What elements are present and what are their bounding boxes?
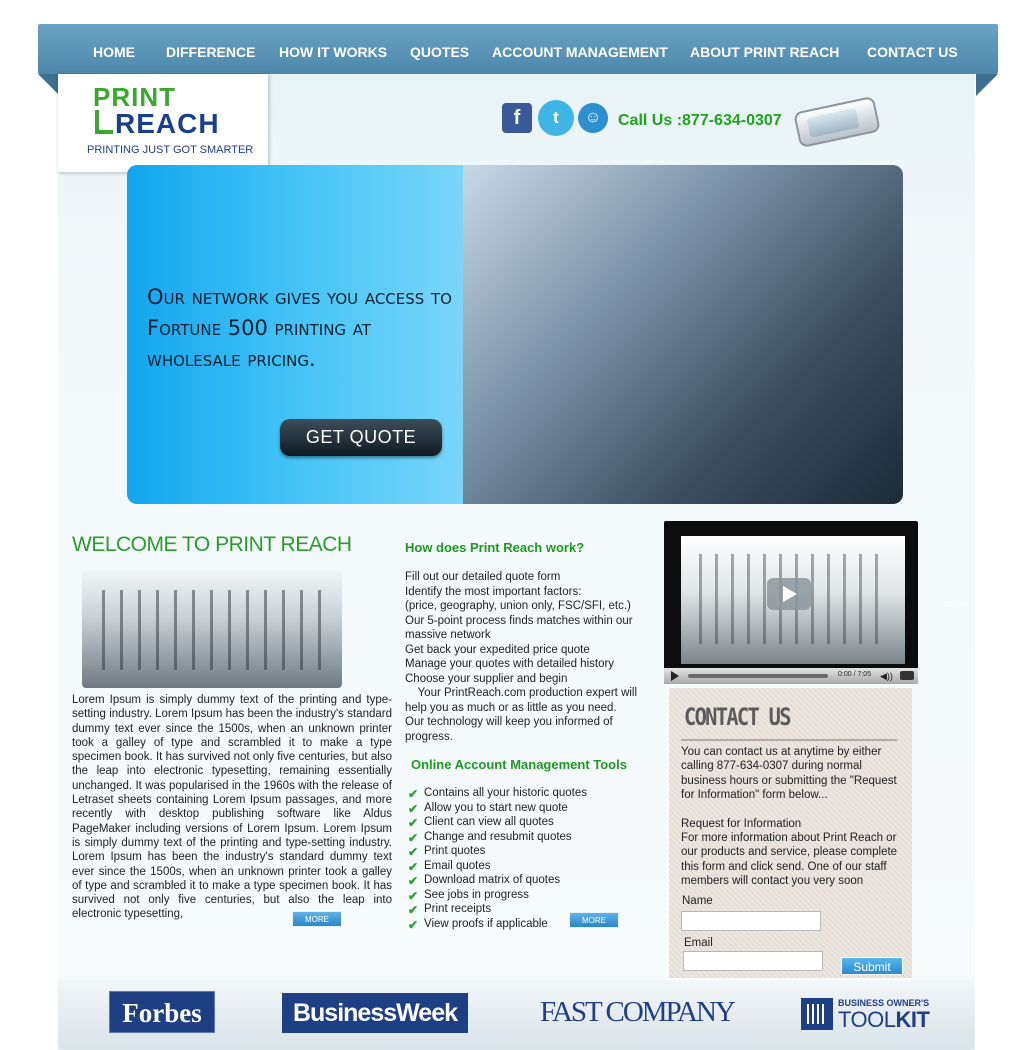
toolkit-logo-big: [838, 1007, 929, 1033]
how-line: Fill out our detailed quote form: [405, 571, 561, 583]
contact-divider: [681, 739, 897, 741]
logo-reach-text: REACH: [115, 108, 220, 139]
video-progress-slider[interactable]: [688, 674, 828, 678]
play-icon[interactable]: [767, 578, 811, 610]
list-item: [408, 786, 587, 801]
fast-company-logo: FAST COMPANY: [540, 996, 734, 1028]
side-more-link[interactable]: MORE: [944, 600, 968, 609]
nav-ribbon-fold-left: [38, 74, 60, 96]
nav-about-print-reach[interactable]: ABOUT PRINT REACH: [690, 44, 840, 60]
request-title: Request for Information: [681, 817, 802, 830]
list-item-label: Download matrix of quotes: [424, 874, 561, 886]
nav-account-management[interactable]: ACCOUNT MANAGEMENT: [492, 44, 668, 60]
list-item: [408, 917, 587, 932]
contact-intro: You can contact us at anytime by either calling 877-634-0307 during normal business hours or submitting the "Request for Information" form below...: [681, 746, 897, 802]
nav-home[interactable]: HOME: [93, 44, 135, 60]
list-item: [408, 873, 587, 888]
hero-headline: Our network gives you access to Fortune 500 printing at wholesale pricing.: [147, 285, 452, 371]
businessweek-logo: BusinessWeek: [282, 993, 468, 1033]
how-it-works-text: [405, 570, 655, 744]
checkmark-icon: ✔: [408, 888, 419, 903]
toolkit-logo-small: BUSINESS OWNER'S: [838, 998, 930, 1008]
contact-text: [681, 745, 909, 889]
list-item: [408, 830, 587, 845]
twitter-icon[interactable]: t: [538, 100, 574, 136]
hero-photo: [463, 165, 903, 504]
logo-print-text: PRINT: [93, 82, 176, 112]
how-line: Get back your expedited price quote: [405, 643, 590, 656]
logo-tagline: PRINTING JUST GOT SMARTER: [87, 144, 254, 156]
logo-arrow-icon: [95, 110, 113, 134]
list-item-label: Email quotes: [424, 859, 491, 872]
how-it-works-title: How does Print Reach work?: [405, 540, 585, 555]
how-line: Your PrintReach.com production expert will: [405, 687, 638, 699]
how-line: (price, geography, union only, FSC/SFI, etc.): [405, 600, 631, 612]
how-line: help you as much or as little as you need.: [405, 701, 617, 714]
checkmark-icon: ✔: [408, 816, 419, 830]
nav-contact-us[interactable]: CONTACT US: [867, 44, 958, 60]
contact-title: CONTACT US: [684, 703, 790, 731]
toolkit-tool-text: TOOL: [838, 1007, 896, 1032]
logo[interactable]: [58, 74, 268, 172]
checkmark-icon: ✔: [408, 903, 419, 917]
fullscreen-icon[interactable]: [900, 671, 914, 680]
checkmark-icon: ✔: [408, 787, 419, 801]
call-us-phone: Call Us :877-634-0307: [618, 112, 782, 129]
how-line: massive network: [405, 629, 491, 641]
top-nav-bar: [38, 24, 998, 74]
welcome-more-button[interactable]: MORE: [292, 911, 342, 927]
toolkit-logo-icon: [801, 998, 833, 1030]
welcome-body-text: Lorem Ipsum is simply dummy text of the printing and type-setting industry. Lorem Ipsum has been the industry's standard dummy text ever since the 1500s, when an unknown printer took a galley of type and scrambled it to make a type specimen book. It has survived not only five centuries, but also the leap into electronic typesetting, remaining essentially unchanged. It was popularised in the 1960s with the release of Letraset sheets containing Lorem Ipsum passages, and more recently with desktop publishing software like Aldus PageMaker including versions of Lorem Ipsum. Lorem Ipsum is simply dummy text of the printing and type-setting industry. Lorem Ipsum has been the industry's standard dummy text ever since the 1500s, when an unknown printer took a galley of type and scrambled it to make a type specimen book. It has survived not only five centuries, but also the leap into electronic typesetting,: [72, 694, 392, 921]
checkmark-icon: ✔: [408, 830, 419, 845]
how-line: Manage your quotes with detailed history: [405, 658, 615, 670]
account-tools-title: Online Account Management Tools: [411, 757, 627, 772]
list-item-label: Client can view all quotes: [424, 816, 554, 828]
list-item: [408, 902, 587, 917]
list-item-label: View proofs if applicable: [424, 917, 548, 930]
name-label: Name: [682, 895, 713, 907]
name-field[interactable]: [681, 911, 821, 931]
request-text: For more information about Print Reach or our products and service, please complete this form and click send. One of our staff members will contact you very soon: [681, 832, 898, 888]
nav-how-it-works[interactable]: HOW IT WORKS: [279, 44, 388, 60]
facebook-icon[interactable]: f: [502, 103, 532, 133]
how-line: Identify the most important factors:: [405, 585, 582, 598]
list-item-label: Print receipts: [424, 903, 492, 915]
list-item: [408, 859, 587, 874]
list-item: [408, 815, 587, 830]
get-quote-button[interactable]: GET QUOTE: [280, 419, 442, 456]
spacer: [681, 803, 909, 817]
video-time: 0:00 / 7:05: [838, 671, 872, 678]
list-item-label: Print quotes: [424, 845, 486, 857]
qq-icon[interactable]: ☺: [578, 103, 608, 133]
email-label: Email: [684, 937, 713, 949]
welcome-title: WELCOME TO PRINT REACH: [72, 533, 352, 556]
list-item: [408, 888, 587, 903]
nav-difference[interactable]: DIFFERENCE: [166, 44, 256, 60]
nav-quotes[interactable]: QUOTES: [410, 44, 470, 60]
toolkit-kit-text: KIT: [895, 1007, 930, 1032]
how-line: progress.: [405, 730, 453, 743]
volume-icon[interactable]: ◀)): [880, 671, 893, 681]
submit-button[interactable]: Submit: [841, 957, 903, 975]
list-item-label: Allow you to start new quote: [424, 801, 568, 814]
checkmark-icon: ✔: [408, 845, 419, 859]
list-item-label: Change and resubmit quotes: [424, 830, 572, 843]
checkmark-icon: ✔: [408, 917, 419, 932]
forbes-logo: Forbes: [109, 991, 215, 1033]
how-line: Choose your supplier and begin: [405, 672, 568, 685]
checkmark-icon: ✔: [408, 859, 419, 874]
list-item: [408, 801, 587, 816]
tools-more-button[interactable]: MORE: [569, 912, 619, 928]
nav-ribbon-fold-right: [976, 74, 998, 96]
video-play-icon[interactable]: [671, 671, 679, 681]
list-item: [408, 844, 587, 859]
how-line: Our technology will keep you informed of: [405, 716, 613, 728]
printing-press-image: [82, 570, 342, 688]
checkmark-icon: ✔: [408, 874, 419, 888]
list-item-label: Contains all your historic quotes: [424, 787, 587, 799]
account-tools-list: [408, 786, 587, 931]
how-line: Our 5-point process finds matches within our: [405, 614, 633, 627]
list-item-label: See jobs in progress: [424, 888, 529, 901]
email-field[interactable]: [683, 951, 823, 971]
checkmark-icon: ✔: [408, 801, 419, 816]
